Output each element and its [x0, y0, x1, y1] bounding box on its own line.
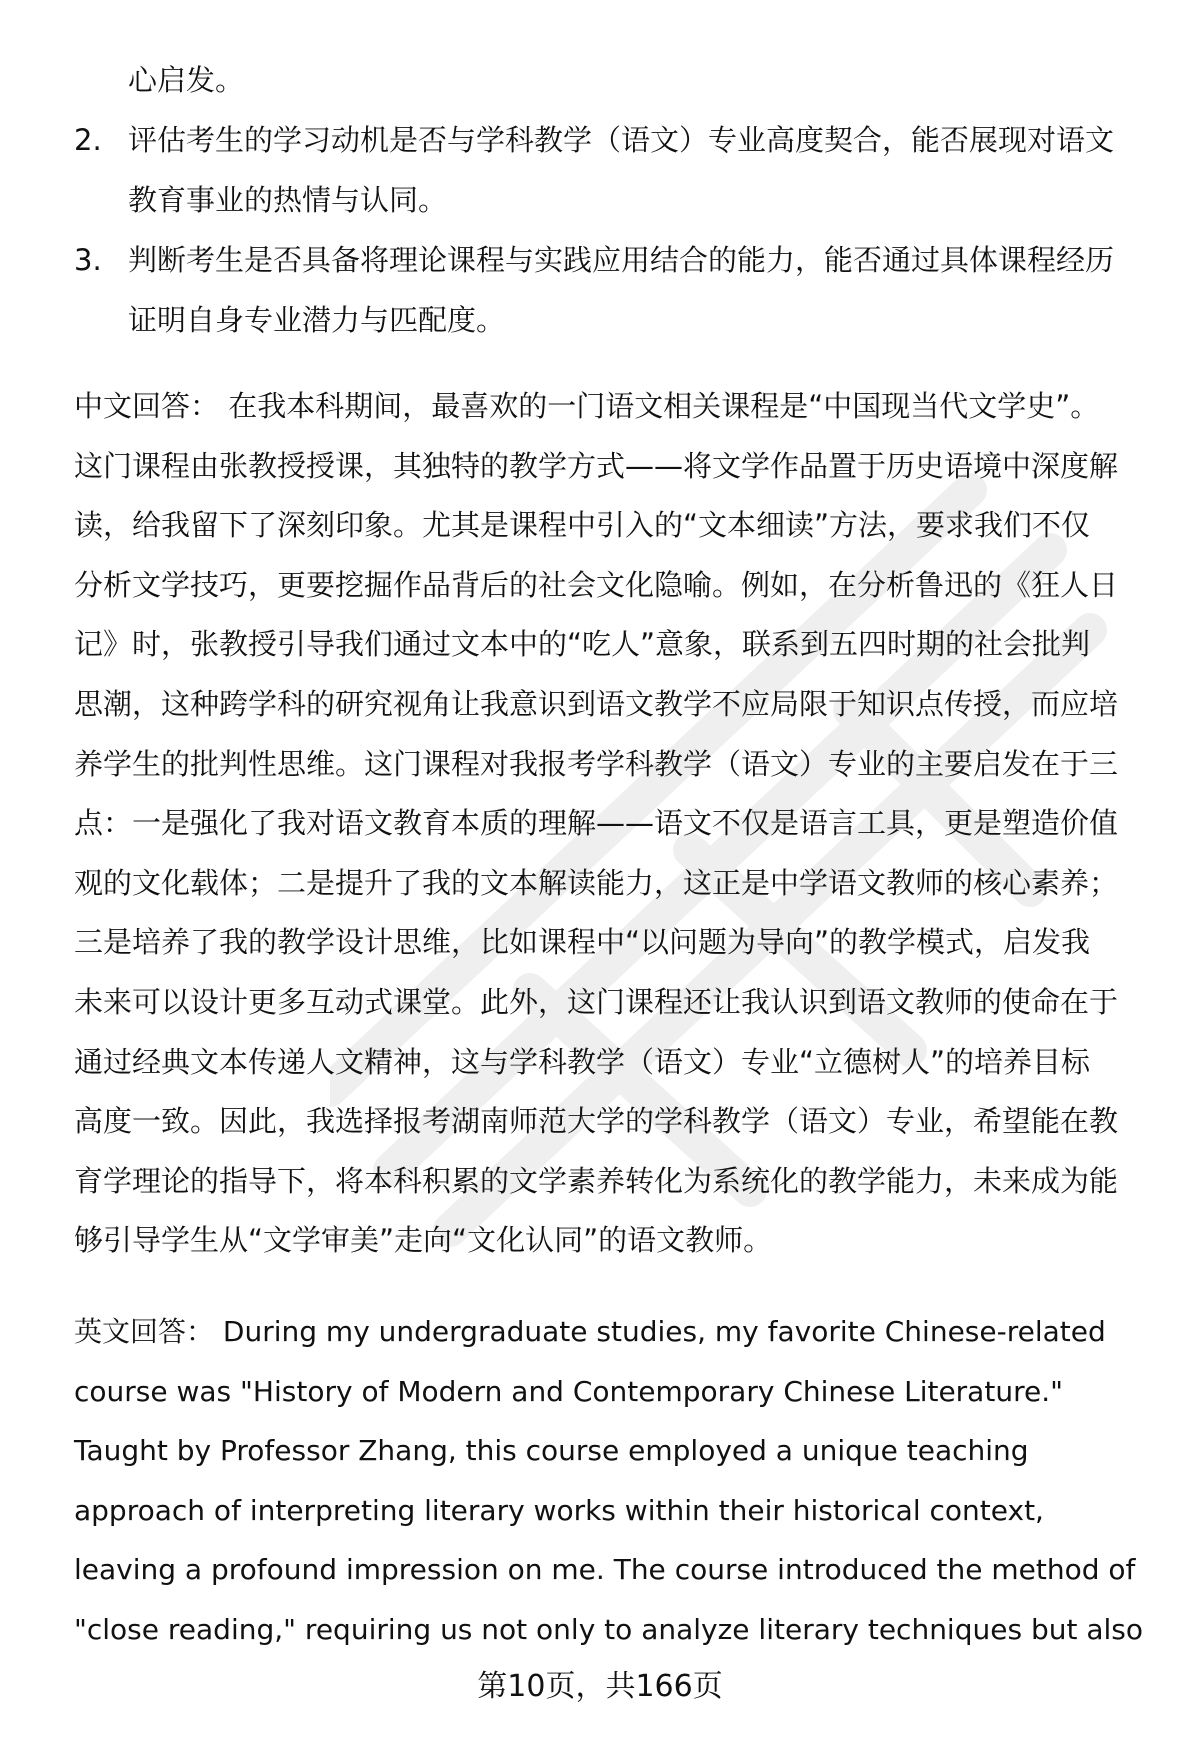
list-item-number: 3. — [74, 243, 102, 277]
paragraph-line: approach of interpreting literary works within their historical context, — [74, 1493, 1044, 1527]
paragraph-line: "close reading," requiring us not only to analyze literary techniques but also — [74, 1612, 1144, 1646]
paragraph-line: 观的文化载体；二是提升了我的文本解读能力，这正是中学语文教师的核心素养； — [74, 865, 1119, 900]
paragraph-line: 点：一是强化了我对语文教育本质的理解——语文不仅是语言工具，更是塑造价值 — [74, 806, 1119, 841]
paragraph-line: 读，给我留下了深刻印象。尤其是课程中引入的“文本细读”方法，要求我们不仅 — [74, 508, 1091, 543]
list-item-number: 2. — [74, 123, 102, 157]
list-item-2 — [74, 110, 1144, 170]
paragraph-line: 分析文学技巧，更要挖掘作品背后的社会文化隐喻。例如，在分析鲁迅的《狂人日 — [74, 567, 1119, 602]
list-item-2-continuation: 教育事业的热情与认同。 — [128, 183, 448, 217]
paragraph-line: 未来可以设计更多互动式课堂。此外，这门课程还让我认识到语文教师的使命在于 — [74, 984, 1119, 1019]
paragraph-line: 育学理论的指导下，将本科积累的文学素养转化为系统化的教学能力，未来成为能 — [74, 1163, 1119, 1198]
paragraph-line: 思潮，这种跨学科的研究视角让我意识到语文教学不应局限于知识点传授，而应培 — [74, 686, 1119, 721]
paragraph-line: 中文回答： 在我本科期间，最喜欢的一门语文相关课程是“中国现当代文学史”。 — [74, 389, 1100, 423]
list-item-text: 评估考生的学习动机是否与学科教学（语文）专业高度契合，能否展现对语文 — [128, 123, 1115, 157]
paragraph-line: 这门课程由张教授授课，其独特的教学方式——将文学作品置于历史语境中深度解 — [74, 448, 1119, 483]
criteria-list — [74, 50, 1144, 350]
chinese-answer-paragraph — [74, 377, 1144, 1271]
list-item-text: 判断考生是否具备将理论课程与实践应用结合的能力，能否通过具体课程经历 — [128, 243, 1115, 277]
paragraph-line: leaving a profound impression on me. The course introduced the method of — [74, 1553, 1136, 1587]
english-answer-paragraph — [74, 1302, 1144, 1660]
paragraph-line: 英文回答： During my undergraduate studies, my favorite Chinese-related — [74, 1315, 1106, 1348]
paragraph-line: 养学生的批判性思维。这门课程对我报考学科教学（语文）专业的主要启发在于三 — [74, 746, 1119, 781]
list-item-3 — [74, 230, 1144, 290]
page-number-footer: 第10页，共166页 — [477, 1669, 723, 1704]
list-continuation: 心启发。 — [128, 63, 245, 97]
list-item-3-continuation: 证明自身专业潜力与匹配度。 — [128, 303, 506, 337]
paragraph-line: 记》时，张教授引导我们通过文本中的“吃人”意象，联系到五四时期的社会批判 — [74, 627, 1091, 662]
paragraph-line: 三是培养了我的教学设计思维，比如课程中“以问题为导向”的教学模式，启发我 — [74, 925, 1091, 960]
paragraph-line: 高度一致。因此，我选择报考湖南师范大学的学科教学（语文）专业，希望能在教 — [74, 1104, 1119, 1139]
paragraph-line: 通过经典文本传递人文精神，这与学科教学（语文）专业“立德树人”的培养目标 — [74, 1044, 1091, 1079]
paragraph-line: Taught by Professor Zhang, this course employed a unique teaching — [74, 1434, 1029, 1468]
paragraph-line: course was "History of Modern and Contemporary Chinese Literature." — [74, 1374, 1063, 1408]
paragraph-line: 够引导学生从“文学审美”走向“文化认同”的语文教师。 — [74, 1223, 773, 1258]
